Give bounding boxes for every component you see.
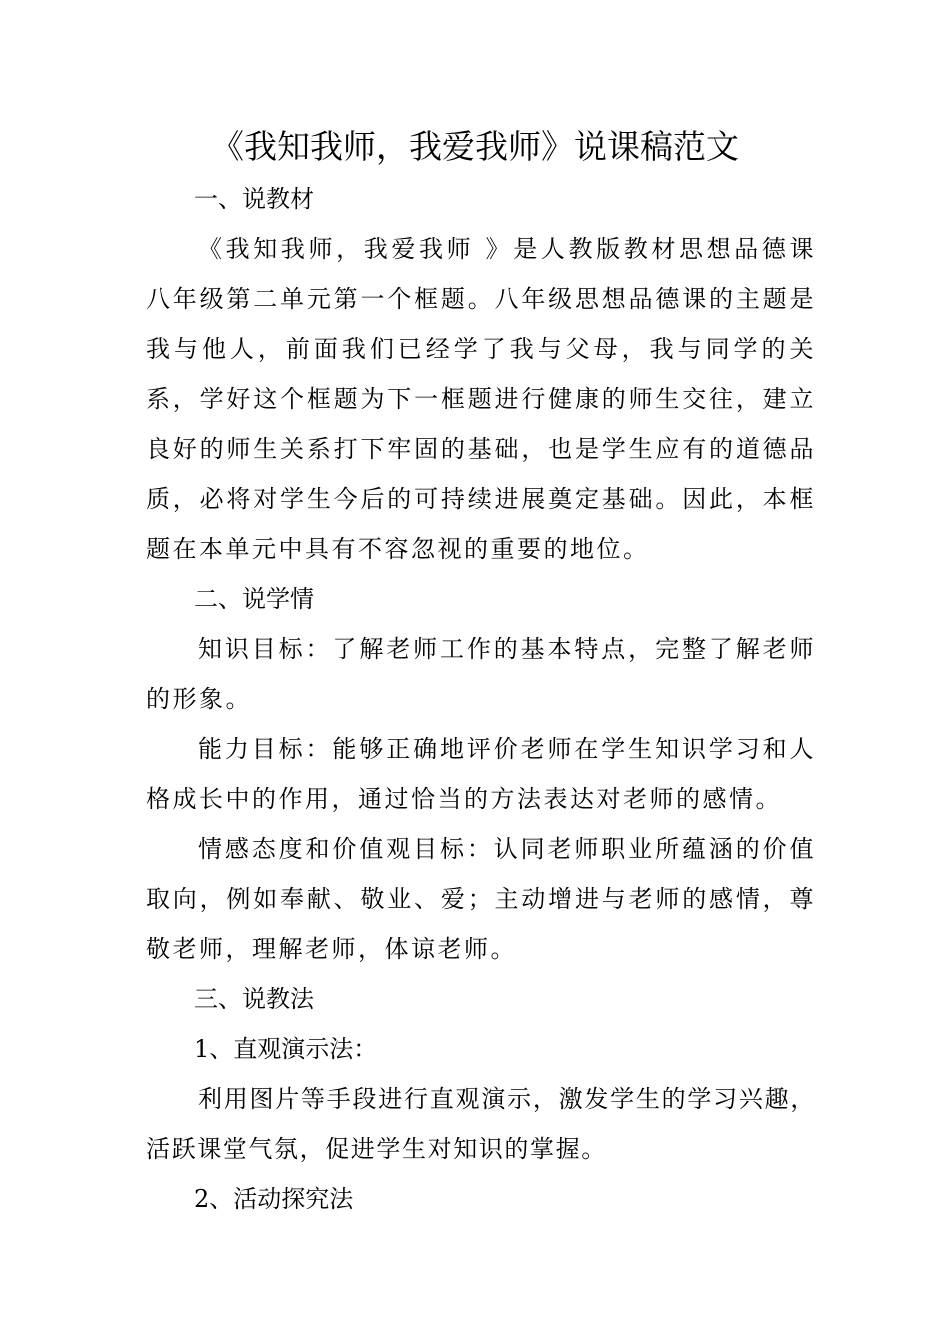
document-title: 《我知我师，我爱我师》说课稿范文 [211,127,739,166]
section-heading-learning-situation: 二、说学情 [194,585,314,613]
section-heading-textbook: 一、说教材 [194,185,314,213]
paragraph-knowledge-goal: 知识目标：了解老师工作的基本特点，完整了解老师的形象。 [146,635,816,713]
section-heading-teaching-method: 三、说教法 [194,985,314,1013]
paragraph-emotion-goal: 情感态度和价值观目标：认同老师职业所蕴涵的价值取向，例如奉献、敬业、爱；主动增进与老师的感情，尊敬老师，理解老师，体谅老师。 [146,835,816,963]
paragraph-textbook: 《我知我师，我爱我师 》是人教版教材思想品德课八年级第二单元第一个框题。八年级思想品德课的主题是我与他人，前面我们已经学了我与父母，我与同学的关系，学好这个框题为下一框题进行健康的师生交往，建立良好的师生关系打下牢固的基础，也是学生应有的道德品质，必将对学生今后的可持续进展奠定基础。因此，本框题在本单元中具有不容忽视的重要的地位。 [146,235,816,563]
document-body [146,174,816,1224]
subheading-method-2: 2、活动探究法 [194,1185,354,1213]
subheading-method-1: 1、直观演示法： [194,1035,378,1063]
paragraph-ability-goal: 能力目标：能够正确地评价老师在学生知识学习和人格成长中的作用，通过恰当的方法表达对老师的感情。 [146,735,816,813]
paragraph-method-1: 利用图片等手段进行直观演示，激发学生的学习兴趣，活跃课堂气氛，促进学生对知识的掌握。 [146,1085,816,1163]
